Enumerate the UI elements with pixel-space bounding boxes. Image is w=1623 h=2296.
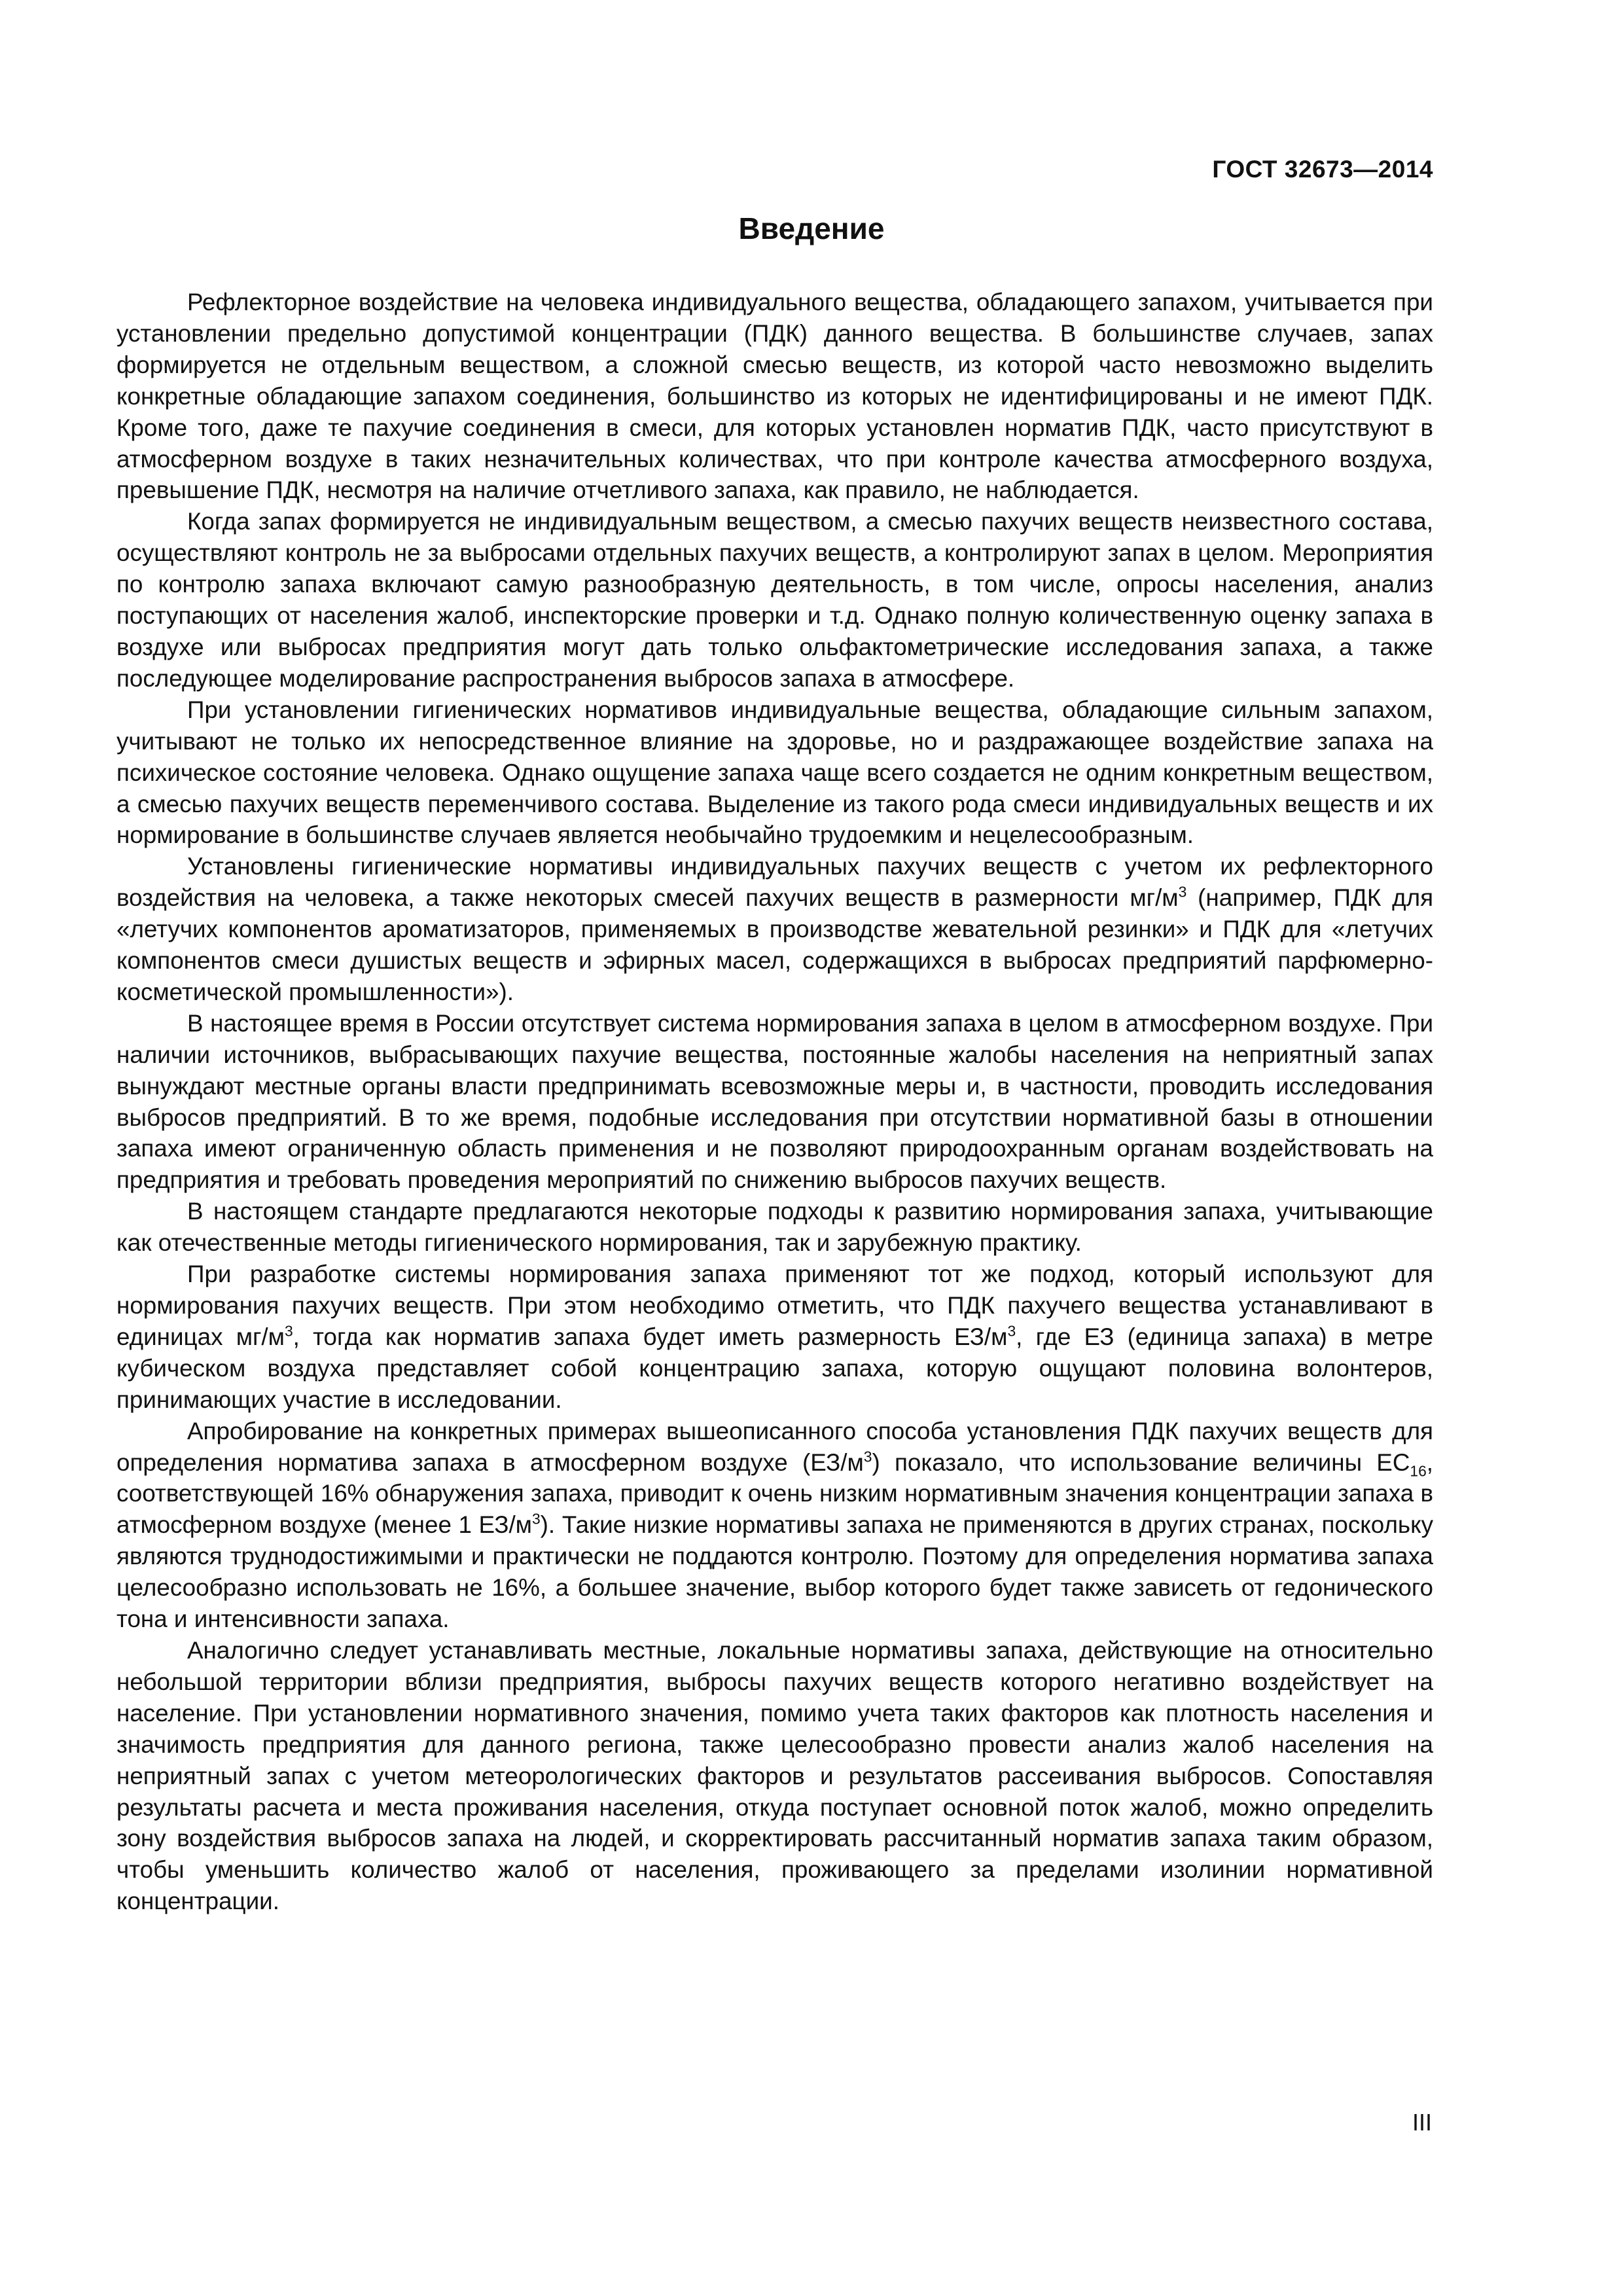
superscript: 3	[1007, 1322, 1016, 1340]
paragraph-7	[116, 1259, 1433, 1416]
paragraph-8-text-b: ) показало, что использование величины ЕС	[872, 1448, 1410, 1476]
page-number: III	[1412, 2109, 1432, 2136]
paragraph-6: В настоящем стандарте предлагаются некоторые подходы к развитию нормирования запаха, учитывающие как отечественные методы гигиенического нормирования, так и зарубежную практику.	[116, 1198, 1433, 1257]
paragraph-3: При установлении гигиенических нормативов индивидуальные вещества, обладающие сильным запахом, учитывают не только их непосредственное влияние на здоровье, но и раздражающее воздействие запаха на психическое состояние человека. Однако ощущение запаха чаще всего создается не одним конкретным веществом, а смесью пахучих веществ переменчивого состава. Выделение из такого рода смеси индивидуальных веществ и их нормирование в большинстве случаев является необычайно трудоемким и нецелесообразным.	[116, 696, 1433, 849]
paragraph-9: Аналогично следует устанавливать местные, локальные нормативы запаха, действующие на относительно небольшой территории вблизи предприятия, выбросы пахучих веществ которого негативно воздействует на население. При установлении нормативного значения, помимо учета таких факторов как плотность населения и значимость предприятия для данного региона, также целесообразно провести анализ жалоб населения на неприятный запах с учетом метеорологических факторов и результатов рассеивания выбросов. Сопоставляя результаты расчета и места проживания населения, откуда поступает основной поток жалоб, можно определить зону воздействия выбросов запаха на людей, и скорректировать рассчитанный норматив запаха таким образом, чтобы уменьшить количество жалоб от населения, проживающего за пределами изолинии нормативной концентрации.	[116, 1636, 1433, 1915]
superscript: 3	[531, 1511, 541, 1528]
standard-number-header: ГОСТ 32673—2014	[1212, 156, 1433, 183]
paragraph-8-text-a: Апробирование на конкретных примерах вышеописанного способа установления ПДК пахучих веществ для определения норматива запаха в атмосферном воздухе (ЕЗ/м	[116, 1417, 1433, 1476]
paragraph-4-text-b: (например, ПДК для «летучих компонентов ароматизаторов, применяемых в производстве жевательной резинки» и ПДК для «летучих компонентов смеси душистых веществ и эфирных масел, содержащихся в выбросах предприятий парфюмерно-косметической промышленности»).	[116, 884, 1433, 1005]
subscript: 16	[1410, 1462, 1427, 1479]
document-body	[116, 287, 1433, 1917]
paragraph-4-text-a: Установлены гигиенические нормативы индивидуальных пахучих веществ с учетом их рефлекторного воздействия на человека, а также некоторых смесей пахучих веществ в размерности мг/м	[116, 853, 1433, 912]
paragraph-8-text-c: , соответствующей 16% обнаружения запаха, приводит к очень низким нормативным значения концентрации запаха в атмосферном воздухе (менее 1 ЕЗ/м	[116, 1448, 1433, 1539]
paragraph-7-text-b: , тогда как норматив запаха будет иметь размерность ЕЗ/м	[293, 1323, 1008, 1350]
paragraph-7-text-c: , где ЕЗ (единица запаха) в метре кубическом воздуха представляет собой концентрацию запаха, которую ощущают половина волонтеров, принимающих участие в исследовании.	[116, 1323, 1433, 1413]
paragraph-2: Когда запах формируется не индивидуальным веществом, а смесью пахучих веществ неизвестного состава, осуществляют контроль не за выбросами отдельных пахучих веществ, а контролируют запах в целом. Мероприятия по контролю запаха включают самую разнообразную деятельность, в том числе, опросы населения, анализ поступающих от населения жалоб, инспекторские проверки и т.д. Однако полную количественную оценку запаха в воздухе или выбросах предприятия могут дать только ольфактометрические исследования запаха, а также последующее моделирование распространения выбросов запаха в атмосфере.	[116, 508, 1433, 692]
superscript: 3	[1178, 883, 1187, 901]
paragraph-1: Рефлекторное воздействие на человека индивидуального вещества, обладающего запахом, учитывается при установлении предельно допустимой концентрации (ПДК) данного вещества. В большинстве случаев, запах формируется не отдельным веществом, а сложной смесью веществ, из которой часто невозможно выделить конкретные обладающие запахом соединения, большинство из которых не идентифицированы и не имеют ПДК. Кроме того, даже те пахучие соединения в смеси, для которых установлен норматив ПДК, часто присутствуют в атмосферном воздухе в таких незначительных количествах, что при контроле качества атмосферного воздуха, превышение ПДК, несмотря на наличие отчетливого запаха, как правило, не наблюдается.	[116, 289, 1433, 504]
paragraph-8-text-d: ). Такие низкие нормативы запаха не применяются в других странах, поскольку являются труднодостижимыми и практически не поддаются контролю. Поэтому для определения норматива запаха целесообразно использовать не 16%, а большее значение, выбор которого будет также зависеть от гедонического тона и интенсивности запаха.	[116, 1511, 1433, 1633]
section-title: Введение	[738, 211, 885, 245]
paragraph-4	[116, 851, 1433, 1008]
paragraph-8	[116, 1416, 1433, 1635]
paragraph-5: В настоящее время в России отсутствует система нормирования запаха в целом в атмосферном воздухе. При наличии источников, выбрасывающих пахучие вещества, постоянные жалобы населения на неприятный запах вынуждают местные органы власти предпринимать всевозможные меры и, в частности, проводить исследования выбросов предприятий. В то же время, подобные исследования при отсутствии нормативной базы в отношении запаха имеют ограниченную область применения и не позволяют природоохранным органам воздействовать на предприятия и требовать проведения мероприятий по снижению выбросов пахучих веществ.	[116, 1009, 1433, 1194]
superscript: 3	[863, 1448, 872, 1465]
superscript: 3	[284, 1322, 293, 1340]
paragraph-7-text-a: При разработке системы нормирования запаха применяют тот же подход, который используют для нормирования пахучих веществ. При этом необходимо отметить, что ПДК пахучего вещества устанавливают в единицах мг/м	[116, 1261, 1433, 1350]
